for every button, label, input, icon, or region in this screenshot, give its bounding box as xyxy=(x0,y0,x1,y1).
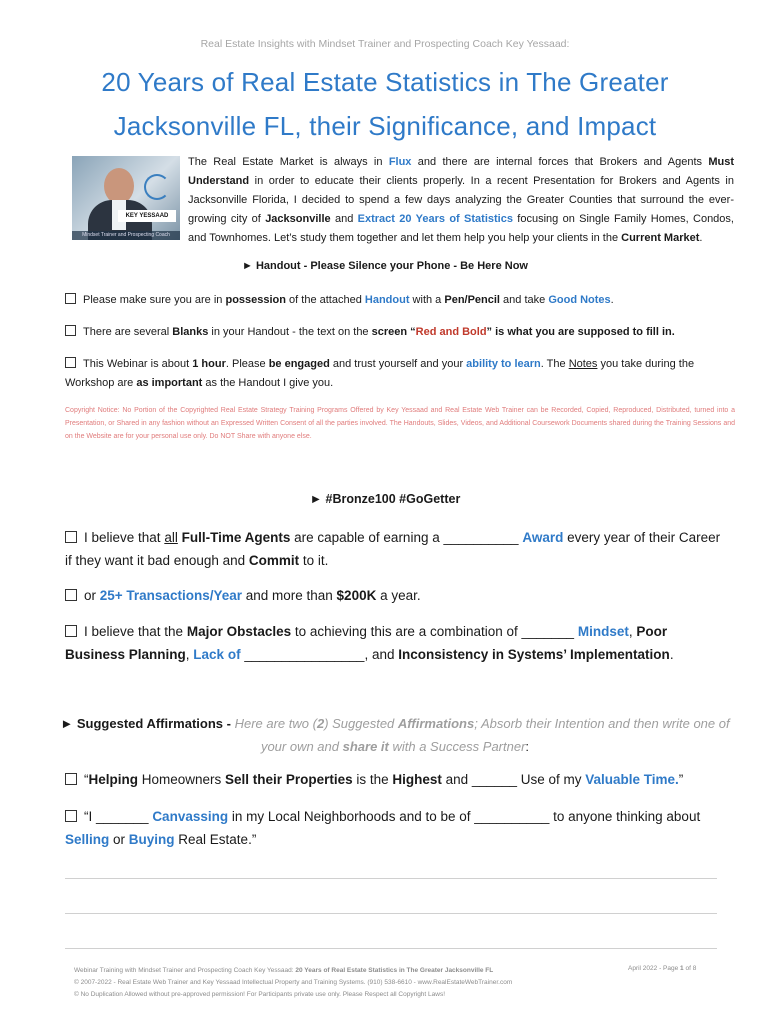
intro-current-market: Current Market xyxy=(621,232,700,244)
intro-text: in order to educate their clients properly. In a recent Presentation for Brokers and Agents in Jacksonville Florida, I decided to spend a few days analyzing the Greater Counties that surround the ever-growing city of xyxy=(188,175,734,225)
aff-text: ; Absorb their Intention and then write one of your own and xyxy=(260,716,730,754)
photo-badge: KEY YESSAAD xyxy=(118,210,176,222)
item-text: . xyxy=(669,647,674,662)
item-text: Real Estate.” xyxy=(174,832,257,847)
item-text: to it. xyxy=(299,553,329,568)
checkbox[interactable] xyxy=(65,810,77,822)
footer-text: April 2022 - Page xyxy=(628,965,681,972)
intro-paragraph xyxy=(188,153,734,248)
item-text: every year of their Career if they want it bad enough and xyxy=(65,530,721,568)
checkbox[interactable] xyxy=(65,293,76,304)
item-text: ” is what you are supposed to fill in. xyxy=(486,326,675,338)
item-underline: Notes xyxy=(568,358,598,370)
item-bold: Major Obstacles xyxy=(186,624,292,639)
copyright-notice: Copyright Notice: No Portion of the Copyrighted Real Estate Strategy Training Programs Offered by Key Yessaad and Real Estate Web Trainer can be Recorded, Copied, Reproduced, Distributed, turned into a Presentation, or Shared in any fashion without an Expressed Written Consent of all the parties involved. The Handouts, Slides, Videos, and Additional Coursework Documents shared during the Training Sessions and on the Website are for your personal use only. Do NOT Share with anyone else. xyxy=(65,407,735,440)
item-text: or xyxy=(109,832,129,847)
item-bold: as important xyxy=(136,377,203,389)
aff-text: : xyxy=(525,739,530,754)
item-text: to achieving this are a combination of _______ xyxy=(291,624,578,639)
checkbox[interactable] xyxy=(65,325,76,336)
checkbox[interactable] xyxy=(65,773,77,785)
intro-text: and xyxy=(330,213,358,225)
item-blue: Valuable Time. xyxy=(585,772,679,787)
item-blue: 25+ Transactions/Year xyxy=(99,588,242,603)
author-photo xyxy=(72,156,180,240)
item-text: and trust yourself and your xyxy=(329,358,467,370)
item-text: in your Handout - the text on the xyxy=(208,326,372,338)
bronze-heading: ► #Bronze100 #GoGetter xyxy=(309,492,461,506)
item-text: , xyxy=(185,647,194,662)
item-bold: Sell their Properties xyxy=(225,772,353,787)
affirmations-heading xyxy=(60,712,730,758)
item-blue: Good Notes xyxy=(548,294,611,306)
footer-text: Webinar Training with Mindset Trainer and Prospecting Coach Key Yessaad: xyxy=(74,967,296,974)
checklist-item-possession xyxy=(65,291,725,310)
intro-text: and there are internal forces that Brokers and Agents xyxy=(411,156,709,168)
item-text: Please make sure you are in xyxy=(83,294,226,306)
affirmation-item-canvassing xyxy=(65,805,725,851)
item-text: ________________, and xyxy=(240,647,399,662)
item-text: you take during the Workshop are xyxy=(65,358,695,389)
intro-text: . xyxy=(699,232,703,244)
page-title xyxy=(60,60,710,148)
item-text: . The xyxy=(540,358,569,370)
item-blue: Selling xyxy=(65,832,110,847)
item-blue: Lack of xyxy=(193,647,241,662)
header-note: Real Estate Insights with Mindset Trainer and Prospecting Coach Key Yessaad: xyxy=(200,38,570,50)
item-text: of the attached xyxy=(286,294,365,306)
item-blue: Award xyxy=(522,530,564,545)
item-text: in my Local Neighborhoods and to be of __________ to anyone thinking about xyxy=(228,809,701,824)
title-line-2: Jacksonville FL, their Significance, and Impact xyxy=(113,111,657,141)
item-text: “ xyxy=(407,326,416,338)
aff-bold: share it xyxy=(342,739,389,754)
item-bold: $200K xyxy=(336,588,377,603)
intro-text: The Real Estate Market is always in xyxy=(188,156,389,168)
item-text: a year. xyxy=(376,588,421,603)
item-bold: Helping xyxy=(88,772,138,787)
item-text: and ______ Use of my xyxy=(441,772,586,787)
checkbox[interactable] xyxy=(65,357,76,368)
item-blue: Buying xyxy=(128,832,175,847)
aff-bold: 2 xyxy=(316,716,325,731)
intro-text: focusing on Single Family Homes, Condos, and Townhomes. Let’s study them together and let them help you help your clients in the xyxy=(188,213,734,244)
item-bold: Poor Business Planning xyxy=(65,624,668,662)
item-text: There are several xyxy=(83,326,173,338)
aff-text: with a Success Partner xyxy=(388,739,526,754)
photo-caption: Mindset Trainer and Prospecting Coach xyxy=(72,231,180,240)
footer-bold: 20 Years of Real Estate Statistics in The Greater Jacksonville FL xyxy=(295,967,494,974)
item-bold: Inconsistency in Systems’ Implementation xyxy=(398,647,670,662)
aff-text: ) Suggested xyxy=(324,716,398,731)
item-underline: all xyxy=(164,530,178,545)
intro-jacksonville: Jacksonville xyxy=(265,213,331,225)
checklist-item-blanks xyxy=(65,323,725,342)
item-blue: ability to learn xyxy=(466,358,541,370)
checkbox[interactable] xyxy=(65,531,77,543)
item-text: , xyxy=(628,624,637,639)
aff-text: Here are two ( xyxy=(234,716,317,731)
item-text: This Webinar is about xyxy=(83,358,193,370)
item-bold: Full-Time Agents xyxy=(181,530,291,545)
logo-swirl-icon xyxy=(144,174,170,200)
item-text: I believe that the xyxy=(84,624,187,639)
item-text: is the xyxy=(352,772,393,787)
intro-must: Must Understand xyxy=(188,156,734,187)
footer-line-3: © No Duplication Allowed without pre-approved permission! For Participants private use only. Please Respect all Copyright Laws! xyxy=(74,991,446,998)
footer xyxy=(74,965,624,1001)
item-blue: Mindset xyxy=(577,624,629,639)
note-line xyxy=(65,948,717,949)
item-text: ” xyxy=(678,772,684,787)
item-text: and more than xyxy=(241,588,337,603)
item-bold: 1 hour xyxy=(192,358,226,370)
item-red: Red and Bold xyxy=(415,326,487,338)
item-blue: Handout xyxy=(364,294,410,306)
item-text: and take xyxy=(500,294,549,306)
footer-bold: 1 xyxy=(680,965,684,972)
item-bold: Commit xyxy=(248,553,300,568)
item-text: or xyxy=(84,588,100,603)
intro-extract: Extract 20 Years of Statistics xyxy=(357,213,513,225)
item-text: Homeowners xyxy=(138,772,226,787)
aff-lead: ► Suggested Affirmations - xyxy=(60,716,235,731)
item-text: are capable of earning a __________ xyxy=(290,530,523,545)
item-text: with a xyxy=(409,294,445,306)
item-bold: possession xyxy=(225,294,286,306)
item-blue: Canvassing xyxy=(152,809,229,824)
page-number xyxy=(628,965,728,972)
item-bold: Blanks xyxy=(172,326,209,338)
belief-item-obstacles xyxy=(65,620,725,666)
note-line xyxy=(65,878,717,879)
item-text: I believe that xyxy=(84,530,165,545)
item-text: . Please xyxy=(225,358,269,370)
footer-line-1 xyxy=(74,965,624,977)
aff-bold: Affirmations xyxy=(397,716,475,731)
footer-line-2: © 2007-2022 - Real Estate Web Trainer and Key Yessaad Intellectual Property and Training Systems. (910) 538-6610 - www.RealEstateWebTrainer.com xyxy=(74,979,513,986)
item-text: . xyxy=(610,294,614,306)
item-text: “I _______ xyxy=(84,809,153,824)
checkbox[interactable] xyxy=(65,589,77,601)
footer-text: of 8 xyxy=(683,965,697,972)
title-line-1: 20 Years of Real Estate Statistics in The Greater xyxy=(101,67,669,97)
item-bold: Pen/Pencil xyxy=(444,294,500,306)
intro-flux: Flux xyxy=(388,156,412,168)
belief-item-transactions xyxy=(65,584,725,607)
belief-item-earning xyxy=(65,526,725,572)
note-line xyxy=(65,913,717,914)
item-text: as the Handout I give you. xyxy=(202,377,334,389)
item-text: “ xyxy=(84,772,89,787)
item-bold: Highest xyxy=(392,772,442,787)
item-bold: be engaged xyxy=(268,358,330,370)
affirmation-item-helping xyxy=(65,768,725,791)
photo-head xyxy=(104,168,134,204)
checkbox[interactable] xyxy=(65,625,77,637)
handout-heading: ► Handout - Please Silence your Phone - Be Here Now xyxy=(242,260,528,272)
item-bold: screen xyxy=(371,326,408,338)
checklist-item-webinar xyxy=(65,355,725,393)
